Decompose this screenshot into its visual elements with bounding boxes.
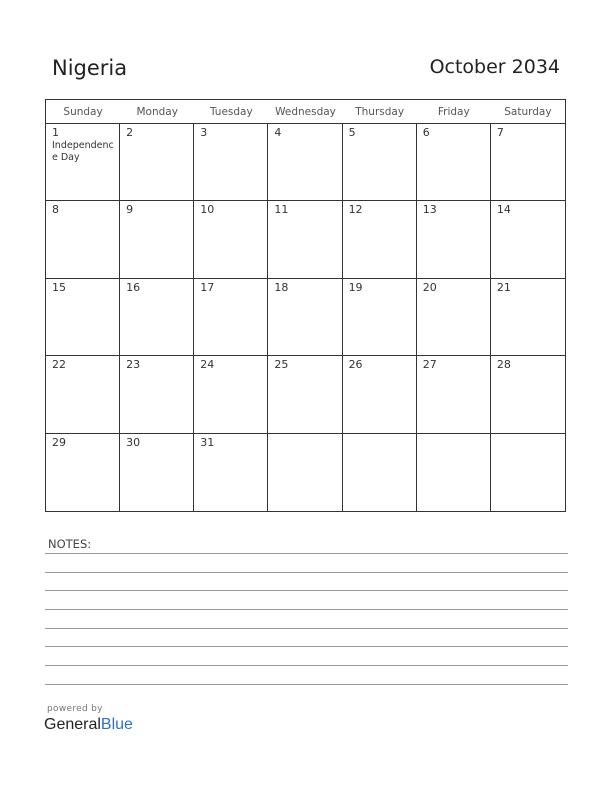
day-number: 28 <box>496 358 511 372</box>
day-number: 25 <box>274 358 289 372</box>
day-cell <box>194 124 268 201</box>
day-number: 27 <box>422 358 437 372</box>
note-line <box>45 646 568 647</box>
weekday-header: Saturday <box>491 100 565 124</box>
day-cell <box>417 434 491 511</box>
note-line <box>45 572 568 573</box>
day-cell <box>343 356 417 433</box>
day-cell <box>120 124 194 201</box>
day-number: 19 <box>348 280 363 294</box>
day-cell <box>343 124 417 201</box>
day-number: 21 <box>496 280 511 294</box>
day-number: 5 <box>348 126 356 139</box>
weekday-header: Sunday <box>46 100 120 124</box>
day-cell <box>46 356 120 433</box>
day-cell <box>491 279 565 356</box>
day-cell <box>46 279 120 356</box>
day-number: 16 <box>126 280 141 294</box>
day-cell <box>194 279 268 356</box>
day-cell <box>491 124 565 201</box>
day-cell <box>417 124 491 201</box>
day-cell <box>46 201 120 278</box>
note-line <box>45 590 568 591</box>
day-number: 20 <box>422 280 437 294</box>
day-cell <box>343 279 417 356</box>
day-number: 1 <box>52 126 59 139</box>
day-number: 17 <box>200 280 215 294</box>
day-cell <box>194 201 268 278</box>
day-cell <box>268 434 342 511</box>
weekday-header: Wednesday <box>268 100 342 124</box>
day-cell <box>417 279 491 356</box>
weekday-header: Friday <box>417 100 491 124</box>
day-cell <box>343 434 417 511</box>
note-line <box>45 628 568 629</box>
day-cell <box>268 279 342 356</box>
day-cell <box>194 434 268 511</box>
day-number: 14 <box>496 203 511 217</box>
day-number: 24 <box>200 358 215 372</box>
day-cell <box>120 279 194 356</box>
day-number: 9 <box>126 203 134 217</box>
day-cell <box>120 201 194 278</box>
day-cell <box>491 356 565 433</box>
day-number: 6 <box>422 126 430 139</box>
note-line <box>45 609 568 610</box>
day-number: 29 <box>52 435 66 449</box>
brand-general-text: General <box>44 716 101 733</box>
generalblue-logo <box>44 716 133 734</box>
day-number: 31 <box>200 435 215 449</box>
brand-blue-text: Blue <box>100 716 133 733</box>
day-number: 7 <box>496 126 504 139</box>
day-cell <box>268 201 342 278</box>
day-cell <box>46 434 120 511</box>
weekday-header: Monday <box>120 100 194 124</box>
note-line <box>45 665 568 666</box>
day-cell <box>343 201 417 278</box>
day-number: 11 <box>274 203 289 217</box>
day-number: 23 <box>126 358 141 372</box>
day-number: 12 <box>348 203 363 217</box>
powered-by-label: powered by <box>47 704 103 714</box>
day-number: 2 <box>126 126 134 139</box>
day-cell <box>417 356 491 433</box>
day-number: 13 <box>422 203 437 217</box>
day-cell <box>194 356 268 433</box>
day-number: 30 <box>126 435 141 449</box>
note-line <box>45 684 568 685</box>
holiday-label: Independence Day <box>52 140 114 163</box>
day-number: 3 <box>200 126 208 139</box>
country-title: Nigeria <box>52 56 128 80</box>
calendar-grid <box>45 99 566 512</box>
day-cell <box>120 434 194 511</box>
day-number: 18 <box>274 280 289 294</box>
month-year-title: October 2034 <box>429 56 560 78</box>
day-cell <box>120 356 194 433</box>
weekday-header: Tuesday <box>194 100 268 124</box>
day-number: 22 <box>52 358 66 372</box>
day-number: 4 <box>274 126 282 139</box>
day-cell <box>491 434 565 511</box>
day-cell <box>268 356 342 433</box>
day-number: 10 <box>200 203 215 217</box>
day-number: 26 <box>348 358 363 372</box>
day-cell <box>46 124 120 201</box>
day-cell <box>491 201 565 278</box>
notes-label: NOTES: <box>48 537 92 551</box>
day-cell <box>417 201 491 278</box>
note-line <box>45 553 568 554</box>
day-number: 8 <box>52 203 59 217</box>
day-number: 15 <box>52 280 66 294</box>
weekday-header: Thursday <box>343 100 417 124</box>
day-cell <box>268 124 342 201</box>
